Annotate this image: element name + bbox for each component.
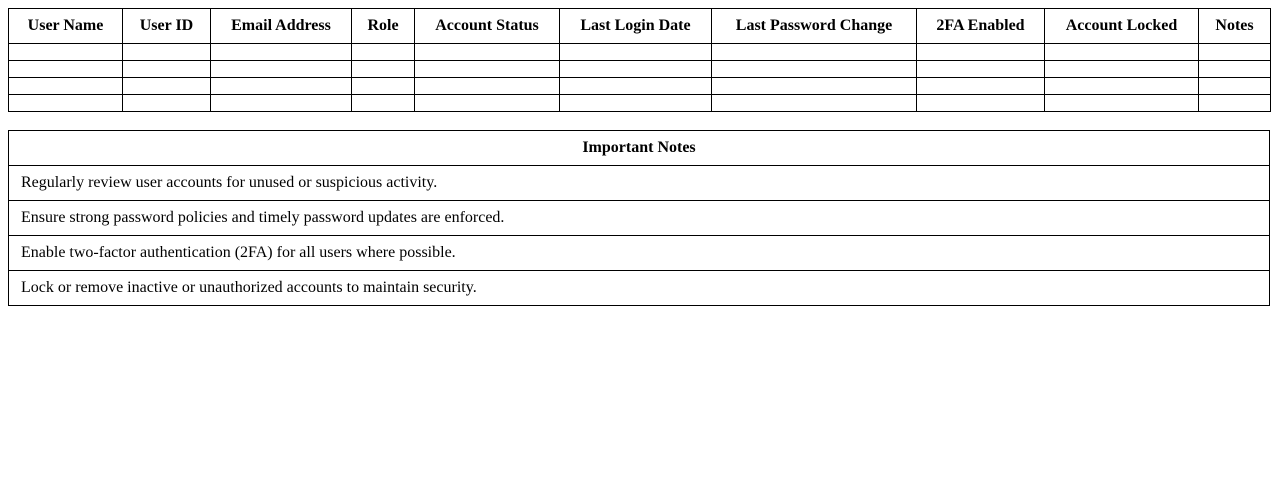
table-cell xyxy=(211,44,352,61)
table-cell xyxy=(712,95,917,112)
table-cell xyxy=(352,61,415,78)
column-header-email-address: Email Address xyxy=(211,9,352,44)
table-cell xyxy=(352,78,415,95)
table-row xyxy=(9,44,1271,61)
table-cell xyxy=(211,61,352,78)
table-cell xyxy=(560,78,712,95)
column-header-role: Role xyxy=(352,9,415,44)
table-cell xyxy=(123,95,211,112)
notes-title: Important Notes xyxy=(9,131,1270,166)
table-cell xyxy=(917,61,1045,78)
table-cell xyxy=(712,61,917,78)
table-row xyxy=(9,61,1271,78)
table-cell xyxy=(712,44,917,61)
table-cell xyxy=(1045,44,1199,61)
note-item: Regularly review user accounts for unused or suspicious activity. xyxy=(9,166,1270,201)
note-item: Ensure strong password policies and timely password updates are enforced. xyxy=(9,201,1270,236)
table-cell xyxy=(352,95,415,112)
table-cell xyxy=(9,61,123,78)
notes-header-row xyxy=(9,131,1270,166)
table-cell xyxy=(1199,78,1271,95)
note-row xyxy=(9,271,1270,306)
user-accounts-table xyxy=(8,8,1271,112)
table-cell xyxy=(560,44,712,61)
table-cell xyxy=(917,78,1045,95)
table-cell xyxy=(415,61,560,78)
table-header xyxy=(9,9,1271,44)
table-cell xyxy=(560,61,712,78)
table-cell xyxy=(415,44,560,61)
column-header-user-id: User ID xyxy=(123,9,211,44)
table-cell xyxy=(1045,78,1199,95)
table-body xyxy=(9,44,1271,112)
table-cell xyxy=(123,61,211,78)
table-cell xyxy=(211,78,352,95)
table-cell xyxy=(415,78,560,95)
table-cell xyxy=(917,95,1045,112)
table-cell xyxy=(123,44,211,61)
table-cell xyxy=(712,78,917,95)
table-cell xyxy=(1199,44,1271,61)
header-row xyxy=(9,9,1271,44)
note-item: Enable two-factor authentication (2FA) for all users where possible. xyxy=(9,236,1270,271)
column-header-account-status: Account Status xyxy=(415,9,560,44)
note-row xyxy=(9,201,1270,236)
table-cell xyxy=(1045,61,1199,78)
column-header-user-name: User Name xyxy=(9,9,123,44)
note-row xyxy=(9,166,1270,201)
table-cell xyxy=(1045,95,1199,112)
table-cell xyxy=(211,95,352,112)
column-header-last-password-change: Last Password Change xyxy=(712,9,917,44)
column-header-last-login-date: Last Login Date xyxy=(560,9,712,44)
important-notes-table xyxy=(8,130,1270,306)
table-cell xyxy=(1199,61,1271,78)
table-cell xyxy=(560,95,712,112)
column-header-notes: Notes xyxy=(1199,9,1271,44)
table-cell xyxy=(9,95,123,112)
note-row xyxy=(9,236,1270,271)
table-row xyxy=(9,78,1271,95)
table-cell xyxy=(123,78,211,95)
table-cell xyxy=(352,44,415,61)
column-header-2fa-enabled: 2FA Enabled xyxy=(917,9,1045,44)
table-cell xyxy=(9,78,123,95)
table-row xyxy=(9,95,1271,112)
table-cell xyxy=(415,95,560,112)
table-cell xyxy=(1199,95,1271,112)
table-cell xyxy=(9,44,123,61)
column-header-account-locked: Account Locked xyxy=(1045,9,1199,44)
note-item: Lock or remove inactive or unauthorized accounts to maintain security. xyxy=(9,271,1270,306)
table-cell xyxy=(917,44,1045,61)
